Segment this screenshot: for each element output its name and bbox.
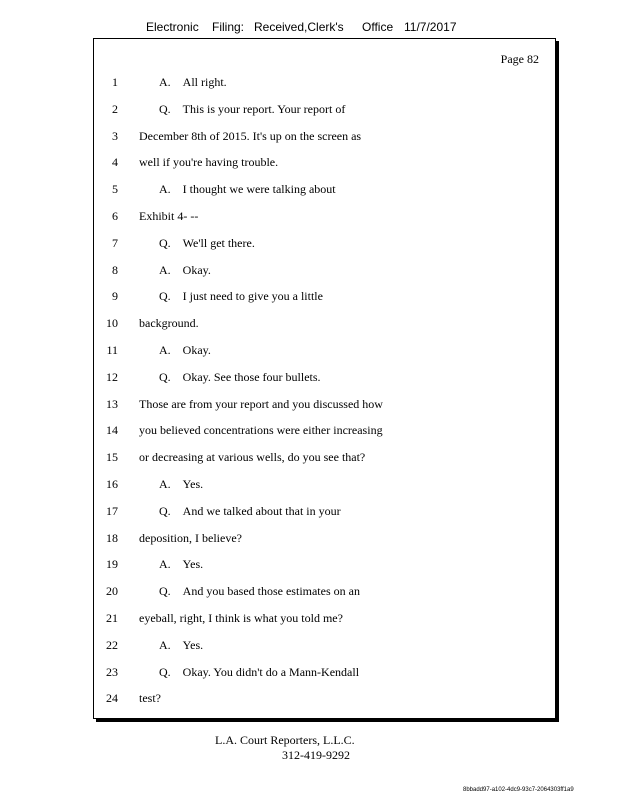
transcript-line (94, 314, 555, 332)
transcript-line (94, 180, 555, 198)
line-number: 15 (106, 450, 118, 465)
line-text: Q. Okay. You didn't do a Mann-Kendall (159, 664, 360, 679)
line-text: deposition, I believe? (139, 530, 242, 545)
line-text: Q. And you based those estimates on an (159, 584, 360, 599)
filing-received: Received,Clerk's (254, 20, 344, 34)
line-text: eyeball, right, I think is what you told me? (139, 611, 343, 625)
transcript-line (94, 395, 555, 413)
line-text: Those are from your report and you discussed how (139, 396, 383, 411)
transcript-line (94, 555, 555, 573)
line-number: 5 (112, 182, 118, 197)
filing-office: Office (362, 20, 394, 34)
line-number: 13 (106, 396, 118, 411)
transcript-page (93, 38, 556, 719)
line-text: December 8th of 2015. It's up on the screen as (139, 128, 362, 143)
footer-phone: 312-419-9292 (282, 748, 350, 762)
line-number: 19 (106, 557, 118, 572)
line-number: 21 (106, 611, 118, 625)
transcript-line (94, 421, 555, 439)
line-number: 8 (112, 262, 118, 277)
page-number: Page 82 (500, 52, 539, 66)
filing-label: Filing: (212, 20, 245, 34)
line-text: or decreasing at various wells, do you see that? (139, 450, 366, 465)
line-text: A. All right. (159, 75, 227, 89)
line-number: 14 (106, 423, 118, 438)
line-text: A. Yes. (159, 477, 204, 491)
line-text: well if you're having trouble. (139, 155, 279, 170)
line-text: Q. We'll get there. (159, 235, 255, 250)
line-text: A. I thought we were talking about (159, 182, 336, 197)
line-text: background. (139, 316, 199, 331)
line-text: Q. This is your report. Your report of (159, 101, 346, 116)
line-number: 9 (112, 289, 118, 304)
transcript-line (94, 73, 555, 91)
line-number: 12 (106, 369, 118, 384)
line-number: 17 (106, 503, 118, 518)
transcript-line (94, 636, 555, 654)
transcript-line (94, 100, 555, 118)
line-text: Exhibit 4- -- (139, 209, 199, 223)
line-number: 7 (112, 235, 118, 250)
footer-company: L.A. Court Reporters, L.L.C. (215, 733, 355, 747)
line-number: 11 (106, 343, 118, 357)
transcript-line (94, 502, 555, 520)
line-number: 4 (112, 155, 118, 170)
filing-electronic: Electronic (146, 20, 199, 34)
line-number: 2 (112, 101, 118, 116)
line-number: 20 (106, 584, 118, 599)
line-number: 23 (106, 664, 118, 679)
filing-date: 11/7/2017 (404, 20, 457, 34)
transcript-line (94, 475, 555, 493)
transcript-line (94, 287, 555, 305)
line-text: you believed concentrations were either increasing (139, 423, 383, 438)
line-text: Q. And we talked about that in your (159, 503, 341, 518)
line-number: 1 (112, 75, 118, 89)
transcript-line (94, 368, 555, 386)
transcript-line (94, 663, 555, 681)
line-text: A. Okay. (159, 343, 211, 357)
line-text: A. Yes. (159, 557, 204, 572)
transcript-line (94, 234, 555, 252)
line-number: 24 (106, 691, 118, 706)
transcript-line (94, 448, 555, 466)
line-number: 22 (106, 637, 118, 652)
transcript-line (94, 127, 555, 145)
transcript-line (94, 529, 555, 547)
line-text: Q. I just need to give you a little (159, 289, 323, 304)
document-hash: 8bbadd97-a102-4dc9-93c7-2064303ff1a9 (463, 787, 574, 793)
transcript-line (94, 207, 555, 225)
transcript-line (94, 609, 555, 627)
line-text: test? (139, 691, 161, 706)
line-number: 3 (112, 128, 118, 143)
line-number: 10 (106, 316, 118, 331)
line-number: 16 (106, 477, 118, 491)
transcript-line (94, 341, 555, 359)
line-text: Q. Okay. See those four bullets. (159, 369, 321, 384)
transcript-line (94, 261, 555, 279)
transcript-line (94, 153, 555, 171)
line-text: A. Okay. (159, 262, 211, 277)
line-number: 6 (112, 209, 118, 223)
transcript-line (94, 689, 555, 707)
transcript-line (94, 582, 555, 600)
line-number: 18 (106, 530, 118, 545)
line-text: A. Yes. (159, 637, 204, 652)
